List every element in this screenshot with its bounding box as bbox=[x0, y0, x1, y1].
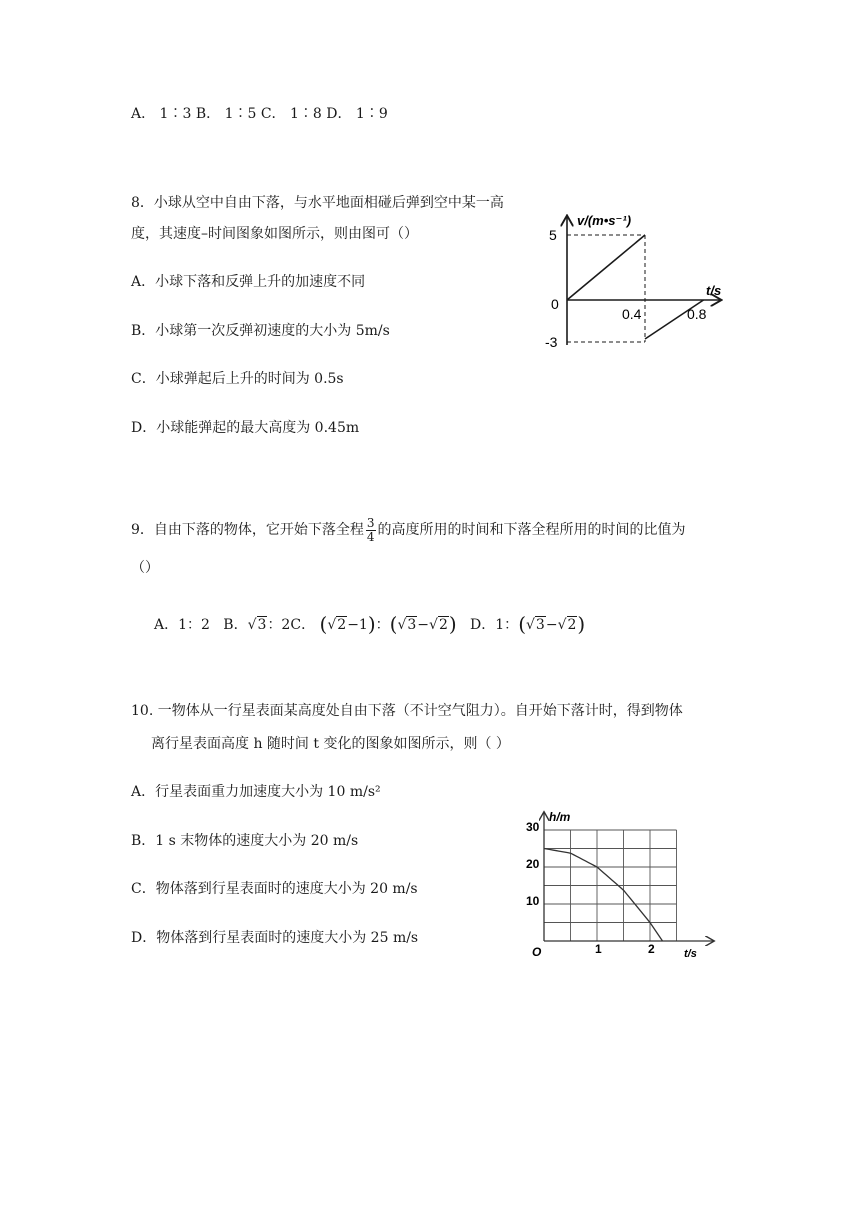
q9-opt-b-rest: ：2 bbox=[267, 617, 291, 633]
q9-opt-d-label: D．1： bbox=[470, 617, 519, 633]
q8-option-d: D．小球能弹起的最大高度为 0.45m bbox=[131, 420, 360, 436]
q10-series-height bbox=[544, 849, 663, 942]
q9-opt-c-colon: ： bbox=[375, 617, 390, 633]
q10-ytick-20: 20 bbox=[526, 857, 540, 871]
q8-origin: 0 bbox=[551, 296, 559, 312]
q9-opt-d-minus: − bbox=[545, 617, 558, 633]
q10-ytick-10: 10 bbox=[526, 894, 540, 908]
q9-opt-c-sqrt2b: 2 bbox=[438, 617, 448, 633]
q9-opt-c-lparen2: ( bbox=[389, 612, 398, 636]
q9-frac-num: 3 bbox=[366, 515, 375, 530]
q9-fraction bbox=[366, 517, 376, 544]
q8-option-b: B．小球第一次反弹初速度的大小为 5m/s bbox=[131, 323, 390, 339]
q9-options: A．1：2 B．√3：2C． (√2−1)：(√3−√2) D．1：(√3−√2) bbox=[154, 612, 586, 636]
q9-opt-c-minus: − bbox=[417, 617, 430, 633]
q10-xtick-1: 1 bbox=[595, 942, 602, 956]
q10-stem-line2: 离行星表面高度 h 随时间 t 变化的图象如图所示，则（ ） bbox=[151, 736, 510, 752]
q9-opt-b-sqrt3: 3 bbox=[257, 617, 267, 633]
q10-option-a: A．行星表面重力加速度大小为 10 m/s² bbox=[131, 784, 381, 800]
q9-opt-d-rparen: ) bbox=[577, 612, 586, 636]
q10-ylabel: h/m bbox=[549, 810, 571, 824]
q9-frac-den: 4 bbox=[366, 529, 375, 544]
q10-ytick-30: 30 bbox=[526, 820, 540, 834]
q9-stem-before: 9．自由下落的物体，它开始下落全程 bbox=[131, 522, 364, 538]
q10-ht-graph bbox=[520, 805, 720, 965]
q10-stem-line1: 10. 一物体从一行星表面某高度处自由下落（不计空气阻力）。自开始下落计时，得到物体 bbox=[131, 703, 683, 719]
q7-options: A． 1∶3 B． 1∶5 C． 1∶8 D． 1∶9 bbox=[131, 106, 388, 122]
q9-opt-d-sqrt3: 3 bbox=[535, 617, 545, 633]
q9-opt-a: A．1：2 bbox=[154, 617, 210, 633]
q8-vt-graph bbox=[540, 205, 730, 355]
q10-option-b: B．1 s 末物体的速度大小为 20 m/s bbox=[131, 833, 359, 849]
q8-stem-line2: 度，其速度–时间图象如图所示，则由图可（） bbox=[131, 226, 418, 242]
q9-opt-c-minus1: −1 bbox=[347, 617, 368, 633]
q8-xlabel: t/s bbox=[706, 283, 722, 298]
q9-opt-d-lparen: ( bbox=[518, 612, 526, 636]
q9-stem bbox=[131, 515, 686, 545]
q8-ylabel: v/(m•s⁻¹) bbox=[577, 213, 632, 228]
q10-xlabel: t/s bbox=[684, 948, 697, 960]
q9-opt-c-sqrt2: 2 bbox=[337, 617, 347, 633]
q9-opt-d-sqrt2: 2 bbox=[567, 617, 577, 633]
q8-ytick-5: 5 bbox=[549, 227, 557, 243]
q9-opt-c-label: C． bbox=[290, 617, 316, 633]
q9-opt-c-rparen1: ) bbox=[367, 612, 376, 636]
q8-xtick-04: 0.4 bbox=[622, 306, 642, 322]
q9-opt-c-lparen1: ( bbox=[319, 612, 328, 636]
q10-xtick-2: 2 bbox=[648, 942, 655, 956]
q8-stem-line1: 8．小球从空中自由下落，与水平地面相碰后弹到空中某一高 bbox=[131, 195, 504, 211]
q8-xtick-08: 0.8 bbox=[687, 306, 707, 322]
q9-opt-c-sqrt3: 3 bbox=[407, 617, 417, 633]
q9-opt-c-rparen2: ) bbox=[448, 612, 457, 636]
q10-option-d: D．物体落到行星表面时的速度大小为 25 m/s bbox=[131, 930, 419, 946]
q10-origin: O bbox=[532, 945, 542, 959]
q9-stem-after: 的高度所用的时间和下落全程所用的时间的比值为 bbox=[377, 522, 686, 538]
q8-series-fall bbox=[567, 235, 645, 300]
q8-ytick-neg3: -3 bbox=[545, 334, 558, 350]
q10-option-c: C．物体落到行星表面时的速度大小为 20 m/s bbox=[131, 881, 418, 897]
q9-paren: （） bbox=[131, 560, 159, 576]
q10-grid bbox=[544, 830, 677, 941]
q8-option-c: C．小球弹起后上升的时间为 0.5s bbox=[131, 371, 344, 387]
q8-option-a: A．小球下落和反弹上升的加速度不同 bbox=[131, 274, 366, 290]
q9-opt-b-label: B． bbox=[223, 617, 248, 633]
